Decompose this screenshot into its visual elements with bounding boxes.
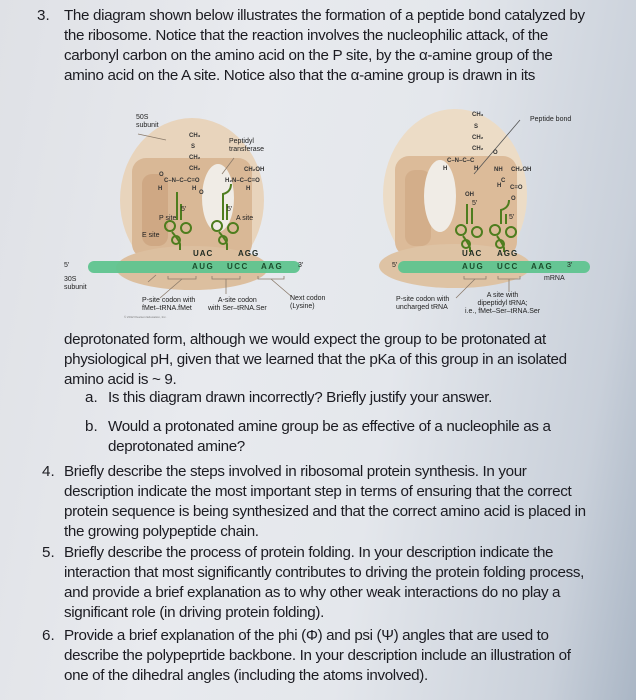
question-4-number: 4. — [42, 463, 55, 480]
label-50s-subunit: 50S subunit — [136, 114, 159, 129]
label-5-prime: 5′ — [472, 200, 478, 207]
chem-ch2: CH₂ — [472, 135, 484, 141]
codon-aag: AAG — [531, 262, 554, 271]
chem-ch2: CH₂ — [189, 166, 201, 172]
chem-h: H — [474, 166, 479, 172]
question-6-number: 6. — [42, 627, 55, 644]
label-mrna: mRNA — [544, 275, 565, 282]
callout-a-site-codon: A-site codon with Ser–tRNA.Ser — [208, 297, 267, 312]
chem-s: S — [474, 124, 479, 130]
callout-a-site-dipeptidyl: A site with dipeptidyl tRNA; i.e., fMet–Ser–tRNA.Ser — [465, 292, 541, 315]
label-peptide-bond: Peptide bond — [530, 116, 572, 123]
chem-h: H — [497, 183, 502, 189]
chem-h: H — [246, 186, 251, 192]
chem-oh: OH — [465, 192, 474, 198]
label-p-site: P site — [159, 215, 177, 222]
anticodon-agg: AGG — [238, 249, 260, 258]
question-3-intro: The diagram shown below illustrates the formation of a peptide bond catalyzed by the ribosome. Notice that the reaction involves the nucleophilic attack, of the carbonyl carbon on the amino acid on the P site, by the α-amine group of the amino acid on the A site. Notice also that the α-amine group is drawn in its — [64, 7, 585, 84]
question-3a-letter: a. — [85, 389, 98, 406]
callout-next-codon: Next codon (Lysine) — [290, 295, 326, 310]
anticodon-uac: UAC — [462, 249, 483, 258]
chem-p-site-chain: C–N–C–C=O — [164, 178, 200, 184]
codon-aug: AUG — [462, 262, 485, 271]
question-3a-text: Is this diagram drawn incorrectly? Briefly justify your answer. — [108, 389, 492, 406]
callout-p-site-codon: P-site codon with fMet–tRNA.fMet — [142, 297, 196, 312]
callout-p-site-uncharged: P-site codon with uncharged tRNA — [396, 296, 450, 311]
question-6-text: Provide a brief explanation of the phi (Φ) and psi (Ψ) angles that are used to describe the polypeprtide backbone. In your description include an illustration of one of the dihedral angles (including the atoms involved). — [64, 627, 571, 684]
chem-c: C — [501, 178, 506, 184]
question-4-text: Briefly describe the steps involved in ribosomal protein synthesis. In your description indicate the most important step in terms of ensuring that the correct protein sequence is being synthesized and that the correct amino acid is placed in the growing polypeptide chain. — [64, 463, 586, 540]
right-ribosome — [379, 109, 590, 298]
chem-ch3: CH₃ — [472, 112, 484, 118]
label-5-prime: 5′ — [509, 214, 515, 221]
chem-nh: NH — [494, 167, 503, 173]
chem-h: H — [158, 186, 163, 192]
label-mrna-3-prime: 3′ — [298, 262, 304, 269]
chem-ch2: CH₂ — [189, 155, 201, 161]
chem-a-site-chain: H₂N–C–C=O — [225, 178, 260, 184]
label-mrna-5-prime: 5′ — [64, 262, 70, 269]
codon-aag: AAG — [261, 262, 284, 271]
copyright-note: © 2012 Pearson Education, Inc. — [124, 315, 167, 319]
question-3b-text: Would a protonated amine group be as effective of a nucleophile as a deprotonated amine? — [108, 418, 551, 455]
chem-o: O — [199, 190, 204, 196]
chem-ch2oh: CH₂OH — [244, 167, 265, 173]
chem-chain: C–N–C–C — [447, 158, 475, 164]
question-3-number: 3. — [37, 7, 50, 24]
codon-aug: AUG — [192, 262, 215, 271]
chem-o: O — [493, 150, 498, 156]
chem-co: C=O — [510, 185, 523, 191]
label-5-prime: 5′ — [181, 206, 187, 213]
chem-o: O — [511, 196, 516, 202]
label-5-prime: 5′ — [227, 206, 233, 213]
question-5-text: Briefly describe the process of protein folding. In your description indicate the interaction that most significantly contributes to driving the protein folding process, and provide a brief explanation as to why other weak interactions do no play a significant role (in driving protein folding). — [64, 544, 584, 621]
question-3-continuation: deprotonated form, although we would expect the group to be protonated at physiological pH, given that we learned that the pKa of this group in an isolated amino acid is ~ 9. — [64, 331, 567, 388]
label-30s-subunit: 30S subunit — [64, 276, 87, 291]
label-peptidyl-transferase: Peptidyl transferase — [229, 138, 265, 153]
anticodon-uac: UAC — [193, 249, 214, 258]
label-a-site: A site — [236, 215, 254, 222]
chem-ch2: CH₂ — [472, 146, 484, 152]
chem-h: H — [443, 166, 448, 172]
peptide-bond-ribosome-diagram — [60, 100, 600, 328]
question-5-number: 5. — [42, 544, 55, 561]
question-3b-letter: b. — [85, 418, 98, 435]
codon-ucc: UCC — [497, 262, 519, 271]
chem-ch2oh: CH₂OH — [511, 167, 532, 173]
chem-s: S — [191, 144, 196, 150]
chem-ch3: CH₃ — [189, 133, 201, 139]
anticodon-agg: AGG — [497, 249, 519, 258]
label-mrna-3-prime: 3′ — [567, 262, 573, 269]
label-e-site: E site — [142, 232, 160, 239]
label-mrna-5-prime: 5′ — [392, 262, 398, 269]
chem-o: O — [159, 172, 164, 178]
chem-h: H — [192, 186, 197, 192]
codon-ucc: UCC — [227, 262, 249, 271]
